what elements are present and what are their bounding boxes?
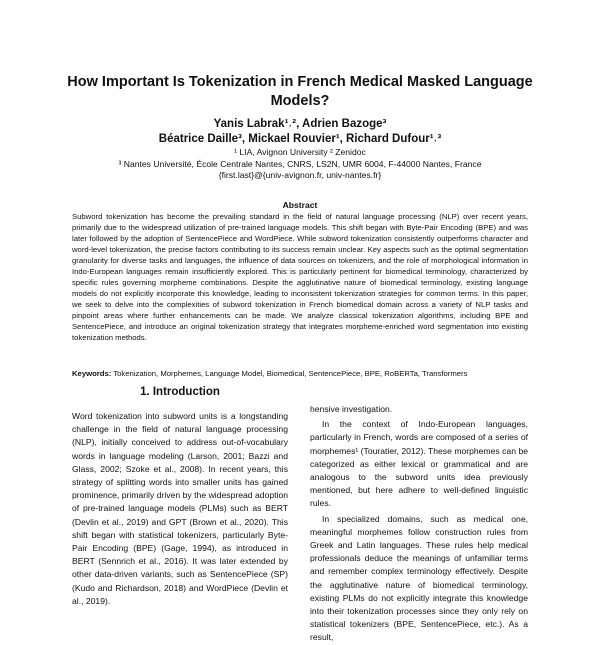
author-list bbox=[60, 117, 540, 147]
keywords-label: Keywords: bbox=[72, 369, 112, 378]
keywords bbox=[72, 368, 528, 379]
affiliation-line-2: ³ Nantes Université, École Centrale Nantes, CNRS, LS2N, UMR 6004, F-44000 Nantes, France bbox=[118, 158, 482, 169]
intro-paragraph-2: In the context of Indo-European languages, particularly in French, words are composed of a series of morphemes¹ (Touratier, 2012). These morphemes can be categorized as either lexical or grammatical and are analogous to the subword units idea previously mentioned, but here adhere to well-defined linguistic rules. bbox=[310, 419, 528, 509]
abstract-text: Subword tokenization has become the prevailing standard in the field of natural language processing (NLP) over recent years, primarily due to the widespread utilization of pre-trained language models. This shift began with Byte-Pair Encoding (BPE) and was later followed by the adoption of SentencePiece and WordPiece. While subword tokenization consistently outperforms character and word-level tokenization, the precise factors contributing to its success remain unclear. Key aspects such as the optimal segmentation granularity for diverse tasks and languages, the influence of data sources on tokenizers, and the role of morphological information in Indo-European languages remain insufficiently explored. This is particularly pertinent for biomedical terminology, characterized by specific rules governing morpheme combinations. Despite the agglutinative nature of biomedical terminology, existing language models do not explicitly incorporate this knowledge, leading to inconsistent tokenization strategies for common terms. In this paper, we seek to delve into the complexities of subword tokenization in French biomedical domain across a variety of NLP tasks and pinpoint areas where further enhancements can be made. We analyze classical tokenization algorithms, including BPE and SentencePiece, and introduce an original tokenization strategy that integrates morpheme-enriched word segmentation into existing tokenization methods. bbox=[72, 212, 528, 342]
abstract-heading: Abstract bbox=[282, 200, 318, 210]
intro-paragraph-1: Word tokenization into subword units is a longstanding challenge in the field of natural language processing (NLP), initially conceived to address out-of-vocabulary words in language modeling (Larson, 2001; Bazzi and Glass, 2002; Szoke et al., 2008). In recent years, this strategy of splitting words into smaller units has gained prominence, primarily driven by the widespread adoption of pre-trained language models (PLMs) such as BERT (Devlin et al., 2019) and GPT (Brown et al., 2020). This shift began with statistical tokenizers, particularly Byte-Pair Encoding (BPE) (Gage, 1994), as introduced in BERT (Sennrich et al., 2016). It was later extended by other data-driven variants, such as SentencePiece (SP) (Kudo and Richardson, 2018) and WordPiece (Devlin et al., 2019). bbox=[72, 411, 288, 606]
keywords-list: Tokenization, Morphemes, Language Model, Biomedical, SentencePiece, BPE, RoBERTa, Transformers bbox=[113, 369, 468, 378]
paper-title: How Important Is Tokenization in French Medical Masked Language Models? bbox=[67, 74, 533, 109]
author-emails: {first.last}@{univ-avignon.fr, univ-nantes.fr} bbox=[218, 170, 382, 180]
affiliations bbox=[60, 147, 540, 182]
right-column bbox=[310, 403, 528, 643]
left-column bbox=[72, 410, 288, 606]
affiliation-line-1: ¹ LIA, Avignon University ² Zenidoc bbox=[234, 147, 366, 157]
authors-line-2: Béatrice Daille³, Mickael Rouvier¹, Richard Dufour¹˒³ bbox=[158, 133, 442, 145]
intro-paragraph-3: In specialized domains, such as medical one, meaningful morphemes follow construction rules from Greek and Latin languages. These rules help medical professionals deduce the meanings of unfamiliar terms and remember complex terminology effectively. Despite the agglutinative nature of biomedical terminology, existing PLMs do not explicitly integrate this knowledge into their tokenization processes since they only rely on statistical tokenizers (BPE, SentencePiece, etc.). As a result, bbox=[310, 513, 528, 643]
authors-line-1: Yanis Labrak¹˒², Adrien Bazoge³ bbox=[213, 118, 387, 130]
section-heading-introduction: 1. Introduction bbox=[140, 386, 220, 398]
intro-paragraph-continued: hensive investigation. bbox=[310, 404, 393, 414]
